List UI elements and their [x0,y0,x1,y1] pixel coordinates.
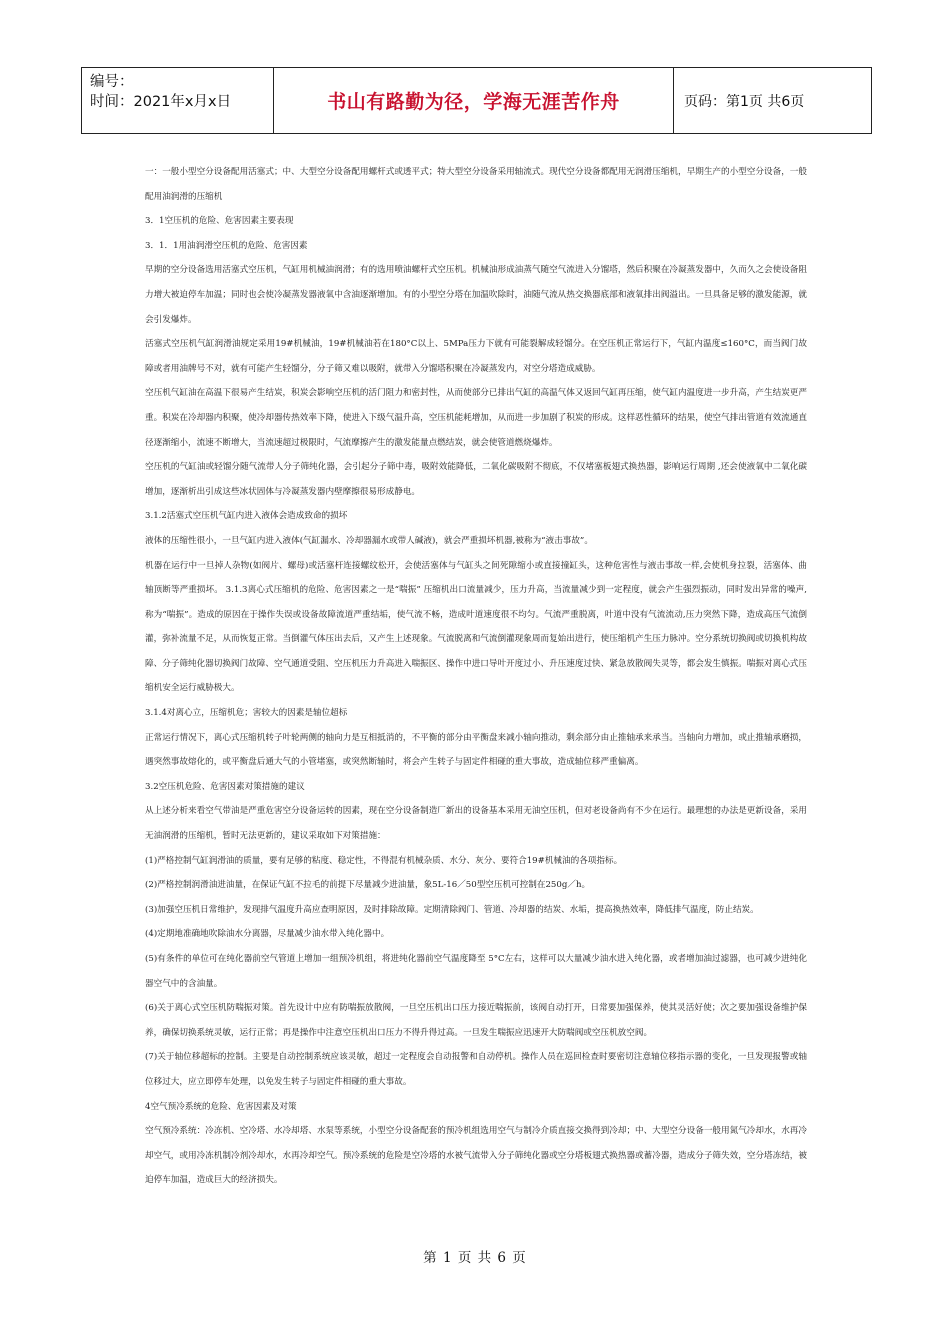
list-item: (2)严格控制润滑油进油量，在保证气缸不拉毛的前提下尽量减少进油量，象5L-16／50型空压机可控制在250g／h。 [145,880,591,891]
section-heading: 3.1.2活塞式空压机气缸内进入液体会造成致命的损坏 [145,511,348,522]
section-heading: 3．1空压机的危险、危害因素主要表现 [145,216,294,227]
paragraph: 一：一般小型空分设备配用活塞式；中、大型空分设备配用螺杆式或透平式；特大型空分设备采用轴流式。现代空分设备都配用无润滑压缩机，早期生产的小型空分设备，一般配用油润滑的压缩机 [145,167,807,202]
paragraph: 正常运行情况下，离心式压缩机转子叶轮两侧的轴向力是互相抵消的，不平衡的部分由平衡盘来减小轴向推动，剩余部分由止推轴承来承当。当轴向力增加，或止推轴承磨损，遇突然事故熔化的，或平衡盘后通大气的小管堵塞，或突然断轴时，将会产生转子与固定件相碰的重大事故，造成轴位移严重偏离。 [145,732,807,768]
page-header [81,67,872,134]
document-date-label: 时间：2021年x月x日 [90,94,232,110]
header-motto: 书山有路勤为径，学海无涯苦作舟 [274,68,674,133]
header-page-number: 页码：第1页 共6页 [684,93,805,110]
paragraph: 从上述分析来看空气带油是严重危害空分设备运转的因素，现在空分设备制造厂新出的设备基本采用无油空压机，但对老设备尚有不少在运行。最理想的办法是更新设备，采用无油润滑的压缩机，暂时无法更新的，建议采取如下对策措施： [145,806,807,842]
paragraph: 机器在运行中一旦掉人杂物(如阀片、螺母)或活塞杆连接螺纹松开，会使活塞体与气缸头之间死隙缩小或直接撞缸头，这种危害性与液击事故一样,会使机身拉裂，活塞体、曲轴顶断等严重损坏。 3.1.3离心式压缩机的危险、危害因素之一是“喘振” 压缩机出口流量减少，压力升高，当流量减少到一定程度，就会产生强烈振动，同时发出异常的噪声,称为“喘振”。造成的原因在于操作失误或设备故障流道严重结垢，使气流不畅，造成叶道速度很不均匀。气流严重脱离，叶道中没有气流流动,压力突然下降，造成高压气流倒灌，弥补流量不足，从而恢复正常。当倒灌气体压出去后，又产生上述现象。气流脱离和气流倒灌现象周而复始出进行，使压缩机产生压力脉冲。空分系统切换阀或切换机构故障、分子筛纯化器切换阀门故障、空气通道受阻、空压机压力升高进入喘振区、操作中进口导叶开度过小、升压速度过快、紧急放散阀失灵等，都会发生慎振。喘振对离心式压缩机安全运行威胁极大。 [145,560,807,694]
paragraph: 空气预冷系统：冷冻机、空冷塔、水冷却塔、水泵等系统，小型空分设备配套的预冷机组选用空气与制冷介质直接交换得到冷却；中、大型空分设备一般用氮气冷却水，水再冷却空气，或用冷冻机制冷剂冷却水，水再冷却空气。预冷系统的危险是空冷塔的水被气流带入分子筛纯化器或空分塔板翅式换热器或蓄冷器，造成分子筛失效，空分塔冻结，被迫停车加温，造成巨大的经济损失。 [145,1126,807,1186]
document-number-label: 编号： [90,74,134,90]
section-heading: 3.1.4对离心立，压缩机危；害较大的因素是轴位超标 [145,708,348,719]
paragraph: 活塞式空压机气缸润滑油规定采用19#机械油，19#机械油若在180°C以上、5MPa压力下就有可能裂解成轻馏分。在空压机正常运行下，气缸内温度≤160°C，而当阀门故障或者用油牌号不对，就有可能产生轻馏分，分子筛又难以吸附，就带入分馏塔积聚在冷凝蒸发内，对空分塔造成威胁。 [145,339,807,374]
header-meta [82,68,274,133]
paragraph: 空压机的气缸油或轻馏分随气流带人分子筛纯化器，会引起分子筛中毒，吸附效能降低，二氧化碳吸附不彻底，不仅堵塞板翅式换热器，影响运行周期 ,还会使液氧中二氧化碳增加，逐渐析出引成这些冰状固体与冷凝蒸发器内壁摩擦很易形成静电。 [145,462,807,497]
list-item: (6)关于离心式空压机防喘振对策。首先设计中应有防喘振放散阀，一旦空压机出口压力接近喘振前，该阀自动打开，日常要加强保养，使其灵活好使；次之要加强设备维护保养，确保切换系统灵敏，运行正常；再是操作中注意空压机出口压力不得升得过高。一旦发生喘振应迅速开大防喘阀或空压机放空阀。 [145,1003,807,1038]
paragraph: 液体的压缩性很小，一旦气缸内进入液体(气缸漏水、冷却器漏水或带人碱液)，就会严重损坏机器,被称为“液击事故”。 [145,535,593,546]
list-item: (7)关于轴位移超标的控制。主要是自动控制系统应该灵敏，超过一定程度会自动报警和自动停机。操作人员在巡回检查时要密切注意轴位移指示器的变化，一旦发现报警或轴位移过大，应立即停车处理，以免发生转子与固定件相碰的重大事故。 [145,1052,807,1087]
paragraph: 早期的空分设备选用活塞式空压机，气缸用机械油润滑；有的选用喷油螺杆式空压机。机械油形成油蒸气随空气流进入分馏塔，然后积聚在冷凝蒸发器中，久而久之会使设备阻力增大被迫停车加温；同时也会使冷凝蒸发器液氧中含油逐渐增加。有的小型空分塔在加温吹除时，油随气流从热交换器底部和液氧排出阀溢出。一旦具备足够的激发能源，就会引发爆炸。 [145,265,807,325]
list-item: (5)有条件的单位可在纯化器前空气管道上增加一组预冷机组，将进纯化器前空气温度降至 5°C左右，这样可以大量减少油水进入纯化器，或者增加油过滤器，也可减少进纯化器空气中的含油量。 [145,954,807,989]
section-heading: 3.2空压机危险、危害因素对策措施的建议 [145,781,305,792]
page-footer: 第 1 页 共 6 页 [423,1250,527,1266]
section-heading: 4空气预冷系统的危险、危害因素及对策 [145,1101,297,1112]
list-item: (1)严格控制气缸润滑油的质量，要有足够的粘度、稳定性，不得混有机械杂质、水分、灰分、要符合19#机械油的各项指标。 [145,855,623,866]
paragraph: 空压机气缸油在高温下很易产生结炭，积炭会影响空压机的活门阻力和密封性，从而使部分已排出气缸的高温气体又返回气缸再压缩，使气缸内温度进一步升高，产生结炭更严重。积炭在冷却器内积聚，使冷却器传热效率下降，使进入下级气温升高，空压机能耗增加，从而进一步加剧了积炭的形成。这样恶性循环的结果，使空气排出管道有效流通直径逐渐缩小，流速不断增大，当流速超过极限时，气流摩擦产生的激发能量点燃结炭，就会使管道燃烧爆炸。 [145,388,807,448]
list-item: (3)加强空压机日常维护，发现排气温度升高应查明原因，及时排除故障。定期清除阀门、管道、冷却器的结炭、水垢，提高换热效率，降低排气温度，防止结炭。 [145,904,759,915]
document-body [145,160,807,1193]
list-item: (4)定期地准确地吹除油水分离器，尽量减少油水带入纯化器中。 [145,929,390,940]
section-heading: 3．1．1用油润滑空压机的危险、危害因素 [145,240,308,251]
